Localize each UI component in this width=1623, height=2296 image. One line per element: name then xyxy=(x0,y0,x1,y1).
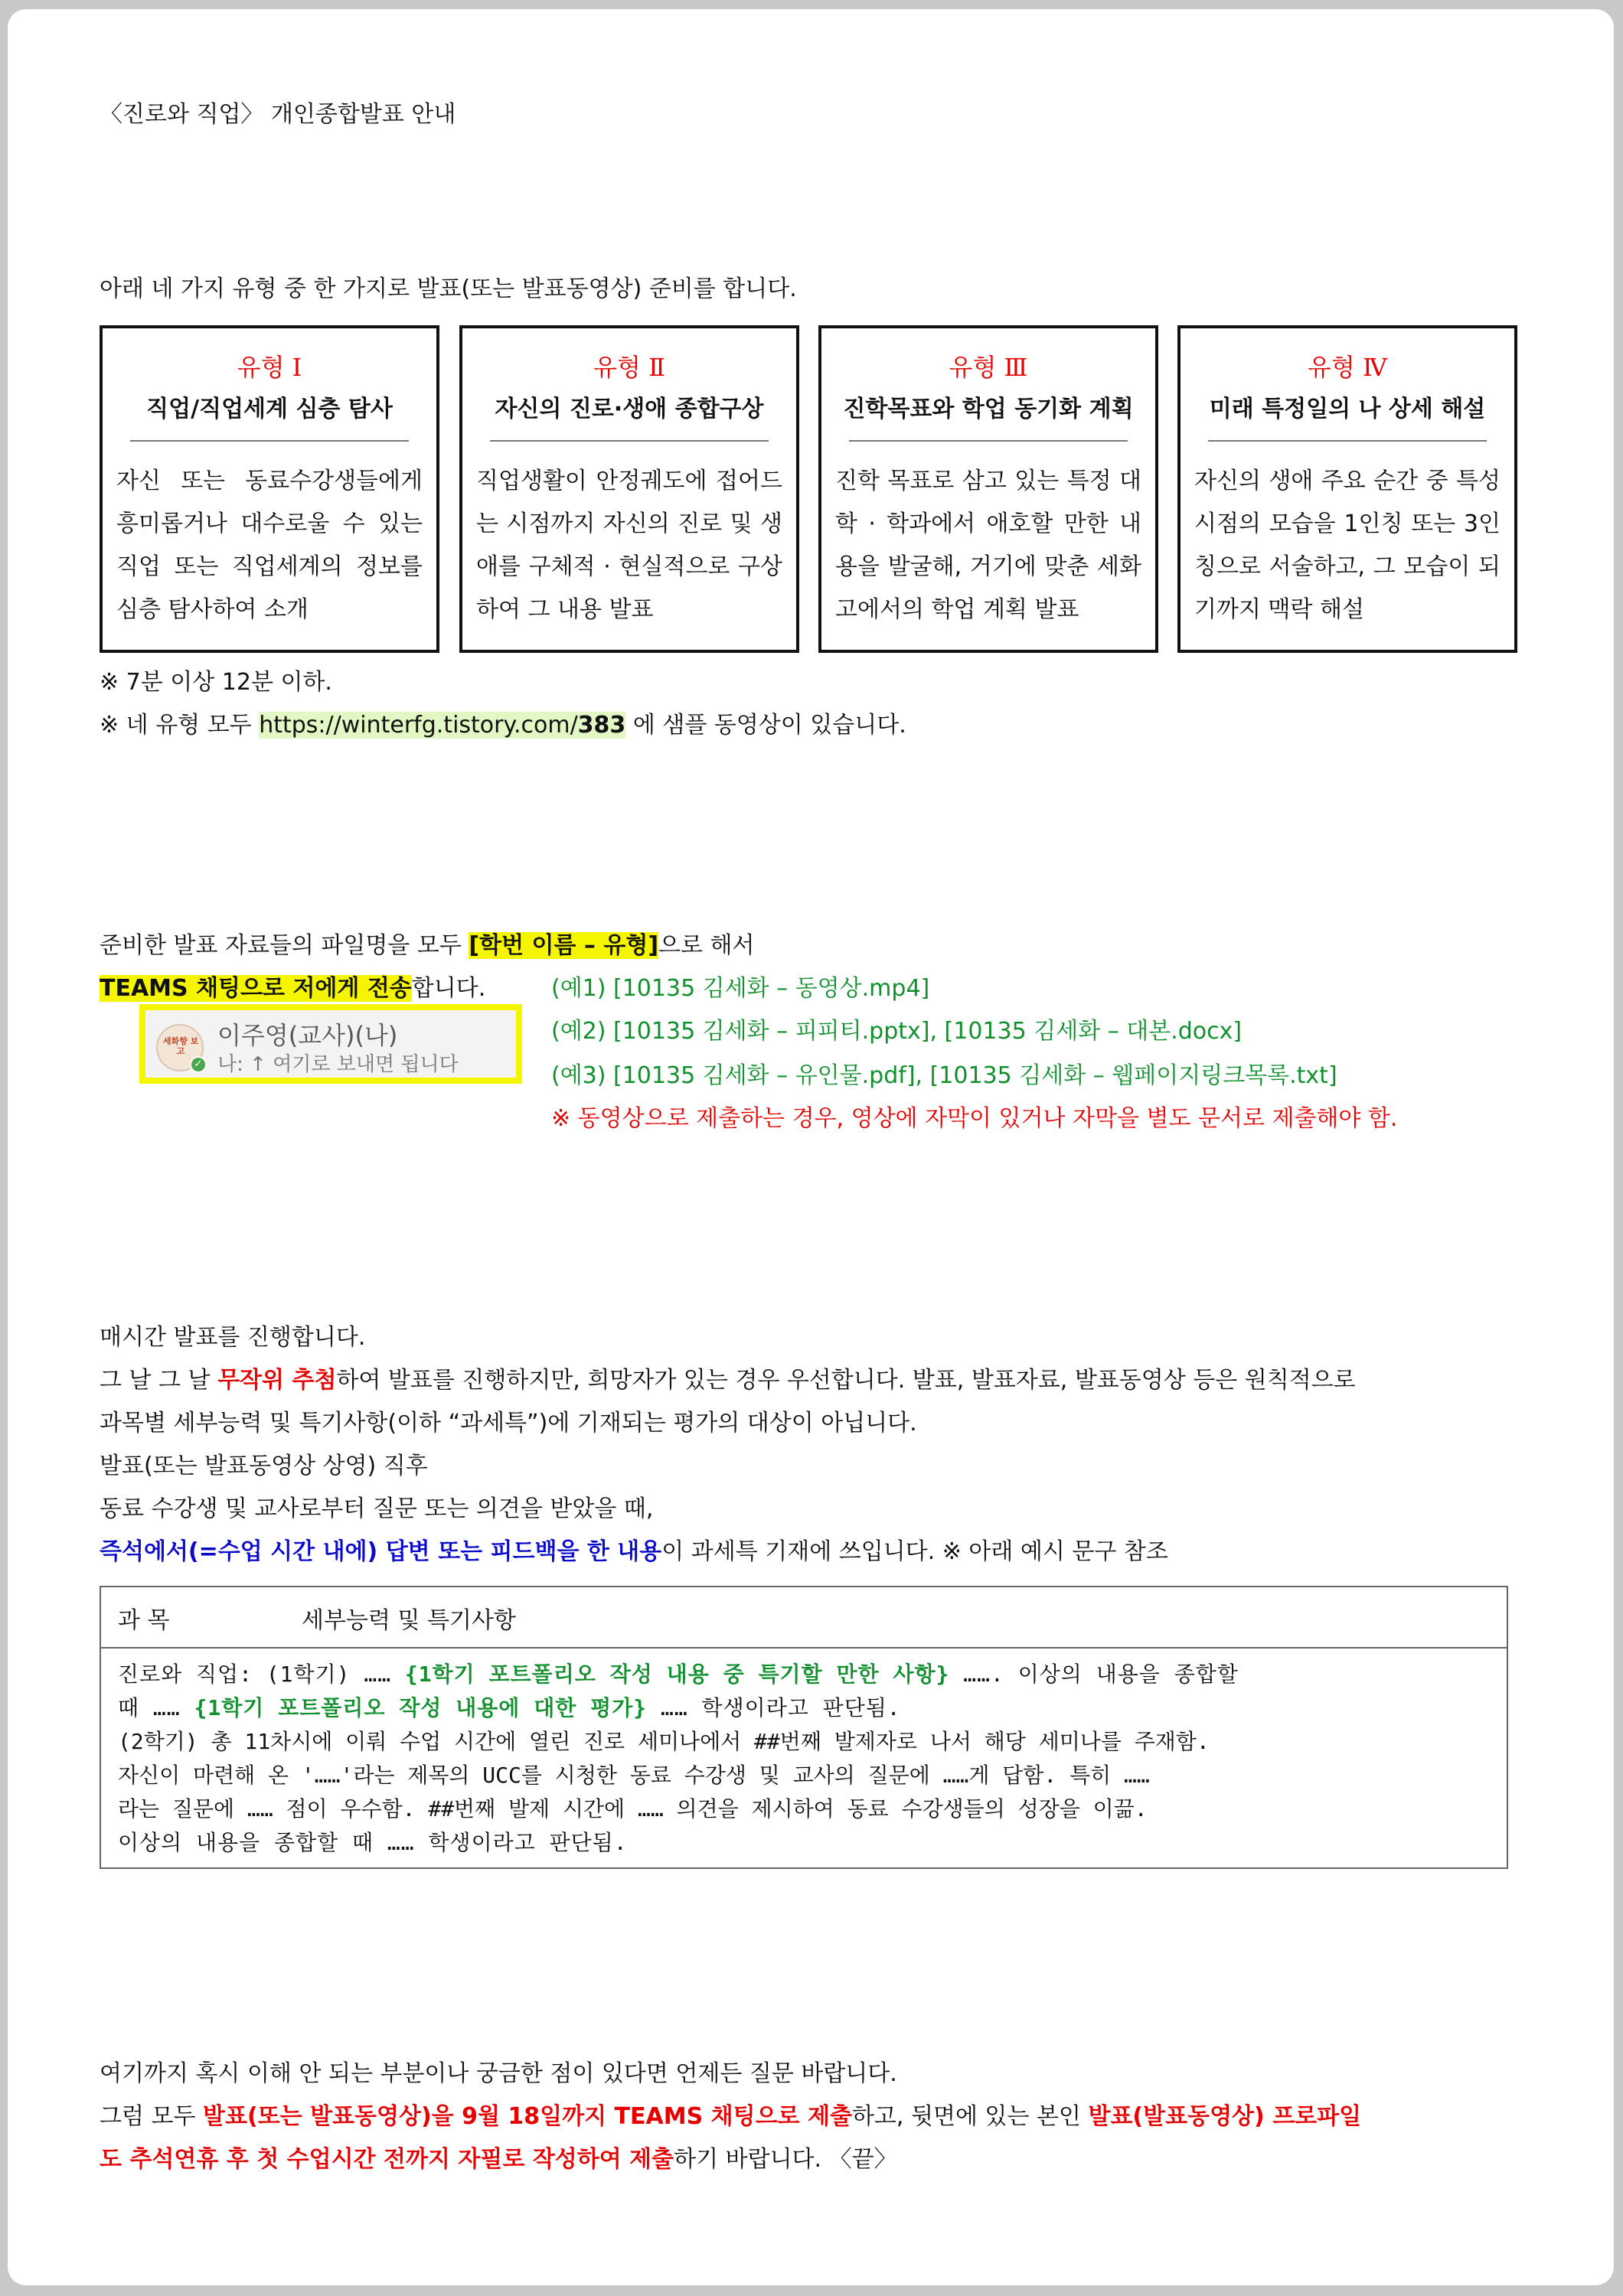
process-text: 하여 발표를 진행하지만, 희망자가 있는 경우 우선합니다. 발표, 발표자료, 발표동영상 등은 원칙적으로 xyxy=(336,1367,1356,1394)
card-title: 미래 특정일의 나 상세 해설 xyxy=(1209,396,1486,422)
status-check-icon: ✓ xyxy=(190,1056,207,1073)
submit-text: 으로 해서 xyxy=(658,932,755,959)
record-example-table xyxy=(100,1586,1508,1869)
sample-link-number[interactable]: 383 xyxy=(577,712,626,739)
note-duration: ※ 7분 이상 12분 이하. xyxy=(100,669,332,696)
header-details: 세부능력 및 특기사항 xyxy=(302,1607,516,1634)
row-text: …… 학생이라고 판단됨. xyxy=(647,1695,901,1720)
row-text: ……. 이상의 내용을 종합할 xyxy=(949,1662,1239,1687)
filename-format: [학번 이름 – 유형] xyxy=(469,932,659,959)
table-row xyxy=(118,1658,1488,1691)
feedback-text: 즉석에서(=수업 시간 내에) 답변 또는 피드백을 한 내용 xyxy=(100,1538,662,1565)
table-row: 자신이 마련해 온 '……'라는 제목의 UCC를 시청한 동료 수강생 및 교사의 질문에 ……게 답함. 특히 …… xyxy=(118,1763,1150,1788)
type-card-1 xyxy=(100,325,439,653)
card-body: 자신 또는 동료수강생들에게 흥미롭거나 대수로울 수 있는 직업 또는 직업세계의 정보를 심층 탐사하여 소개 xyxy=(116,468,423,623)
note-sample-prefix: ※ 네 유형 모두 xyxy=(100,712,260,739)
card-type-label: 유형 Ⅱ xyxy=(593,353,665,382)
deadline-text: 발표(또는 발표동영상)을 9월 18일까지 TEAMS 채팅으로 제출 xyxy=(203,2103,852,2130)
closing-line-2 xyxy=(100,2102,1361,2132)
card-title: 직업/직업세계 심층 탐사 xyxy=(146,396,393,422)
example-3: (예3) [10135 김세화 – 유인물.pdf], [10135 김세화 – 웹페이지링크목록.txt] xyxy=(551,1062,1337,1089)
page-title: 〈진로와 직업〉 개인종합발표 안내 xyxy=(100,101,456,128)
submit-line-1 xyxy=(100,931,755,961)
submit-text: 준비한 발표 자료들의 파일명을 모두 xyxy=(100,932,469,959)
card-type-label: 유형 Ⅳ xyxy=(1308,353,1387,382)
process-line-1: 매시간 발표를 진행합니다. xyxy=(100,1324,366,1351)
chat-contact-name: 이주영(교사)(나) xyxy=(217,1021,398,1050)
card-body: 자신의 생애 주요 순간 중 특성 시점의 모습을 1인칭 또는 3인칭으로 서술하고, 그 모습이 되기까지 맥락 해설 xyxy=(1194,468,1501,623)
sample-link[interactable] xyxy=(259,712,625,739)
closing-line-1: 여기까지 혹시 이해 안 되는 부분이나 궁금한 점이 있다면 언제든 질문 바랍니다. xyxy=(100,2060,897,2087)
closing-text: 그럼 모두 xyxy=(100,2103,203,2130)
process-text: 이 과세특 기재에 쓰입니다. ※ 아래 예시 문구 참조 xyxy=(661,1538,1168,1565)
profile-text: 발표(발표동영상) 프로파일 xyxy=(1088,2103,1362,2130)
process-line-5: 동료 수강생 및 교사로부터 질문 또는 의견을 받았을 때, xyxy=(100,1495,654,1522)
card-body: 진학 목표로 삼고 있는 특정 대학 · 학과에서 애호할 만한 내용을 발굴해, 거기에 맞춘 세화고에서의 학업 계획 발표 xyxy=(835,468,1141,623)
process-line-4: 발표(또는 발표동영상 상영) 직후 xyxy=(100,1453,428,1479)
row-text: 때 …… xyxy=(118,1695,194,1720)
card-divider xyxy=(490,440,769,442)
closing-text: 하기 바랍니다. 〈끝〉 xyxy=(674,2146,897,2173)
teams-instruction: TEAMS 채팅으로 저에게 전송 xyxy=(100,975,412,1002)
table-row: (2학기) 총 11차시에 이뤄 수업 시간에 열린 진로 세미나에서 ##번째 발제자로 나서 해당 세미나를 주재함. xyxy=(118,1729,1210,1754)
table-row: 이상의 내용을 종합할 때 …… 학생이라고 판단됨. xyxy=(118,1830,628,1855)
table-body xyxy=(118,1658,1488,1860)
process-text: 그 날 그 날 xyxy=(100,1367,218,1394)
avatar-text: 세화향 보고 xyxy=(162,1036,199,1056)
teams-chat-snippet xyxy=(139,1004,522,1084)
note-sample-suffix: 에 샘플 동영상이 있습니다. xyxy=(625,712,906,739)
example-2: (예2) [10135 김세화 – 피피티.pptx], [10135 김세화 – 대본.docx] xyxy=(551,1018,1243,1045)
row-text: 진로와 직업: (1학기) …… xyxy=(118,1662,405,1687)
card-title: 자신의 진로·생애 종합구상 xyxy=(495,396,764,422)
example-1: (예1) [10135 김세화 – 동영상.mp4] xyxy=(551,975,930,1002)
card-title: 진학목표와 학업 동기화 계획 xyxy=(843,396,1134,422)
card-body: 직업생활이 안정궤도에 접어드는 시점까지 자신의 진로 및 생애를 구체적 · 현실적으로 구상하여 그 내용 발표 xyxy=(476,468,782,623)
type-card-3 xyxy=(818,325,1158,653)
card-type-label: 유형 Ⅰ xyxy=(237,353,302,382)
chat-item[interactable] xyxy=(145,1010,516,1078)
closing-text: 하고, 뒷면에 있는 본인 xyxy=(851,2103,1089,2130)
random-draw-text: 무작위 추첨 xyxy=(217,1367,337,1394)
note-sample xyxy=(100,710,906,741)
closing-line-3 xyxy=(100,2144,897,2175)
process-line-6 xyxy=(100,1537,1168,1567)
card-divider xyxy=(130,440,409,442)
table-row xyxy=(118,1691,1488,1725)
example-note: ※ 동영상으로 제출하는 경우, 영상에 자막이 있거나 자막을 별도 문서로 제출해야 함. xyxy=(551,1105,1398,1132)
type-card-2 xyxy=(459,325,799,653)
process-line-2 xyxy=(100,1365,1356,1396)
process-line-3: 과목별 세부능력 및 특기사항(이하 “과세특”)에 기재되는 평가의 대상이 아닙니다. xyxy=(100,1410,917,1437)
card-type-label: 유형 Ⅲ xyxy=(949,353,1028,382)
row-placeholder: {1학기 포트폴리오 작성 내용 중 특기할 만한 사항} xyxy=(404,1662,950,1687)
type-card-4 xyxy=(1177,325,1517,653)
card-divider xyxy=(1208,440,1487,442)
submit-text: 합니다. xyxy=(411,975,486,1002)
table-header xyxy=(101,1587,1507,1649)
handwritten-deadline-text: 도 추석연휴 후 첫 수업시간 전까지 자필로 작성하여 제출 xyxy=(100,2146,674,2173)
submit-line-2 xyxy=(100,974,485,1004)
chat-last-message: 나: ↑ 여기로 보내면 됩니다 xyxy=(217,1053,459,1076)
card-divider xyxy=(849,440,1128,442)
intro-text: 아래 네 가지 유형 중 한 가지로 발표(또는 발표동영상) 준비를 합니다. xyxy=(100,276,797,302)
sample-link-url[interactable]: https://winterfg.tistory.com/ xyxy=(259,712,578,739)
table-row: 라는 질문에 …… 점이 우수함. ##번째 발제 시간에 …… 의견을 제시하여 동료 수강생들의 성장을 이끎. xyxy=(118,1796,1148,1821)
row-placeholder: {1학기 포트폴리오 작성 내용에 대한 평가} xyxy=(194,1695,648,1720)
header-subject: 과 목 xyxy=(118,1607,170,1634)
